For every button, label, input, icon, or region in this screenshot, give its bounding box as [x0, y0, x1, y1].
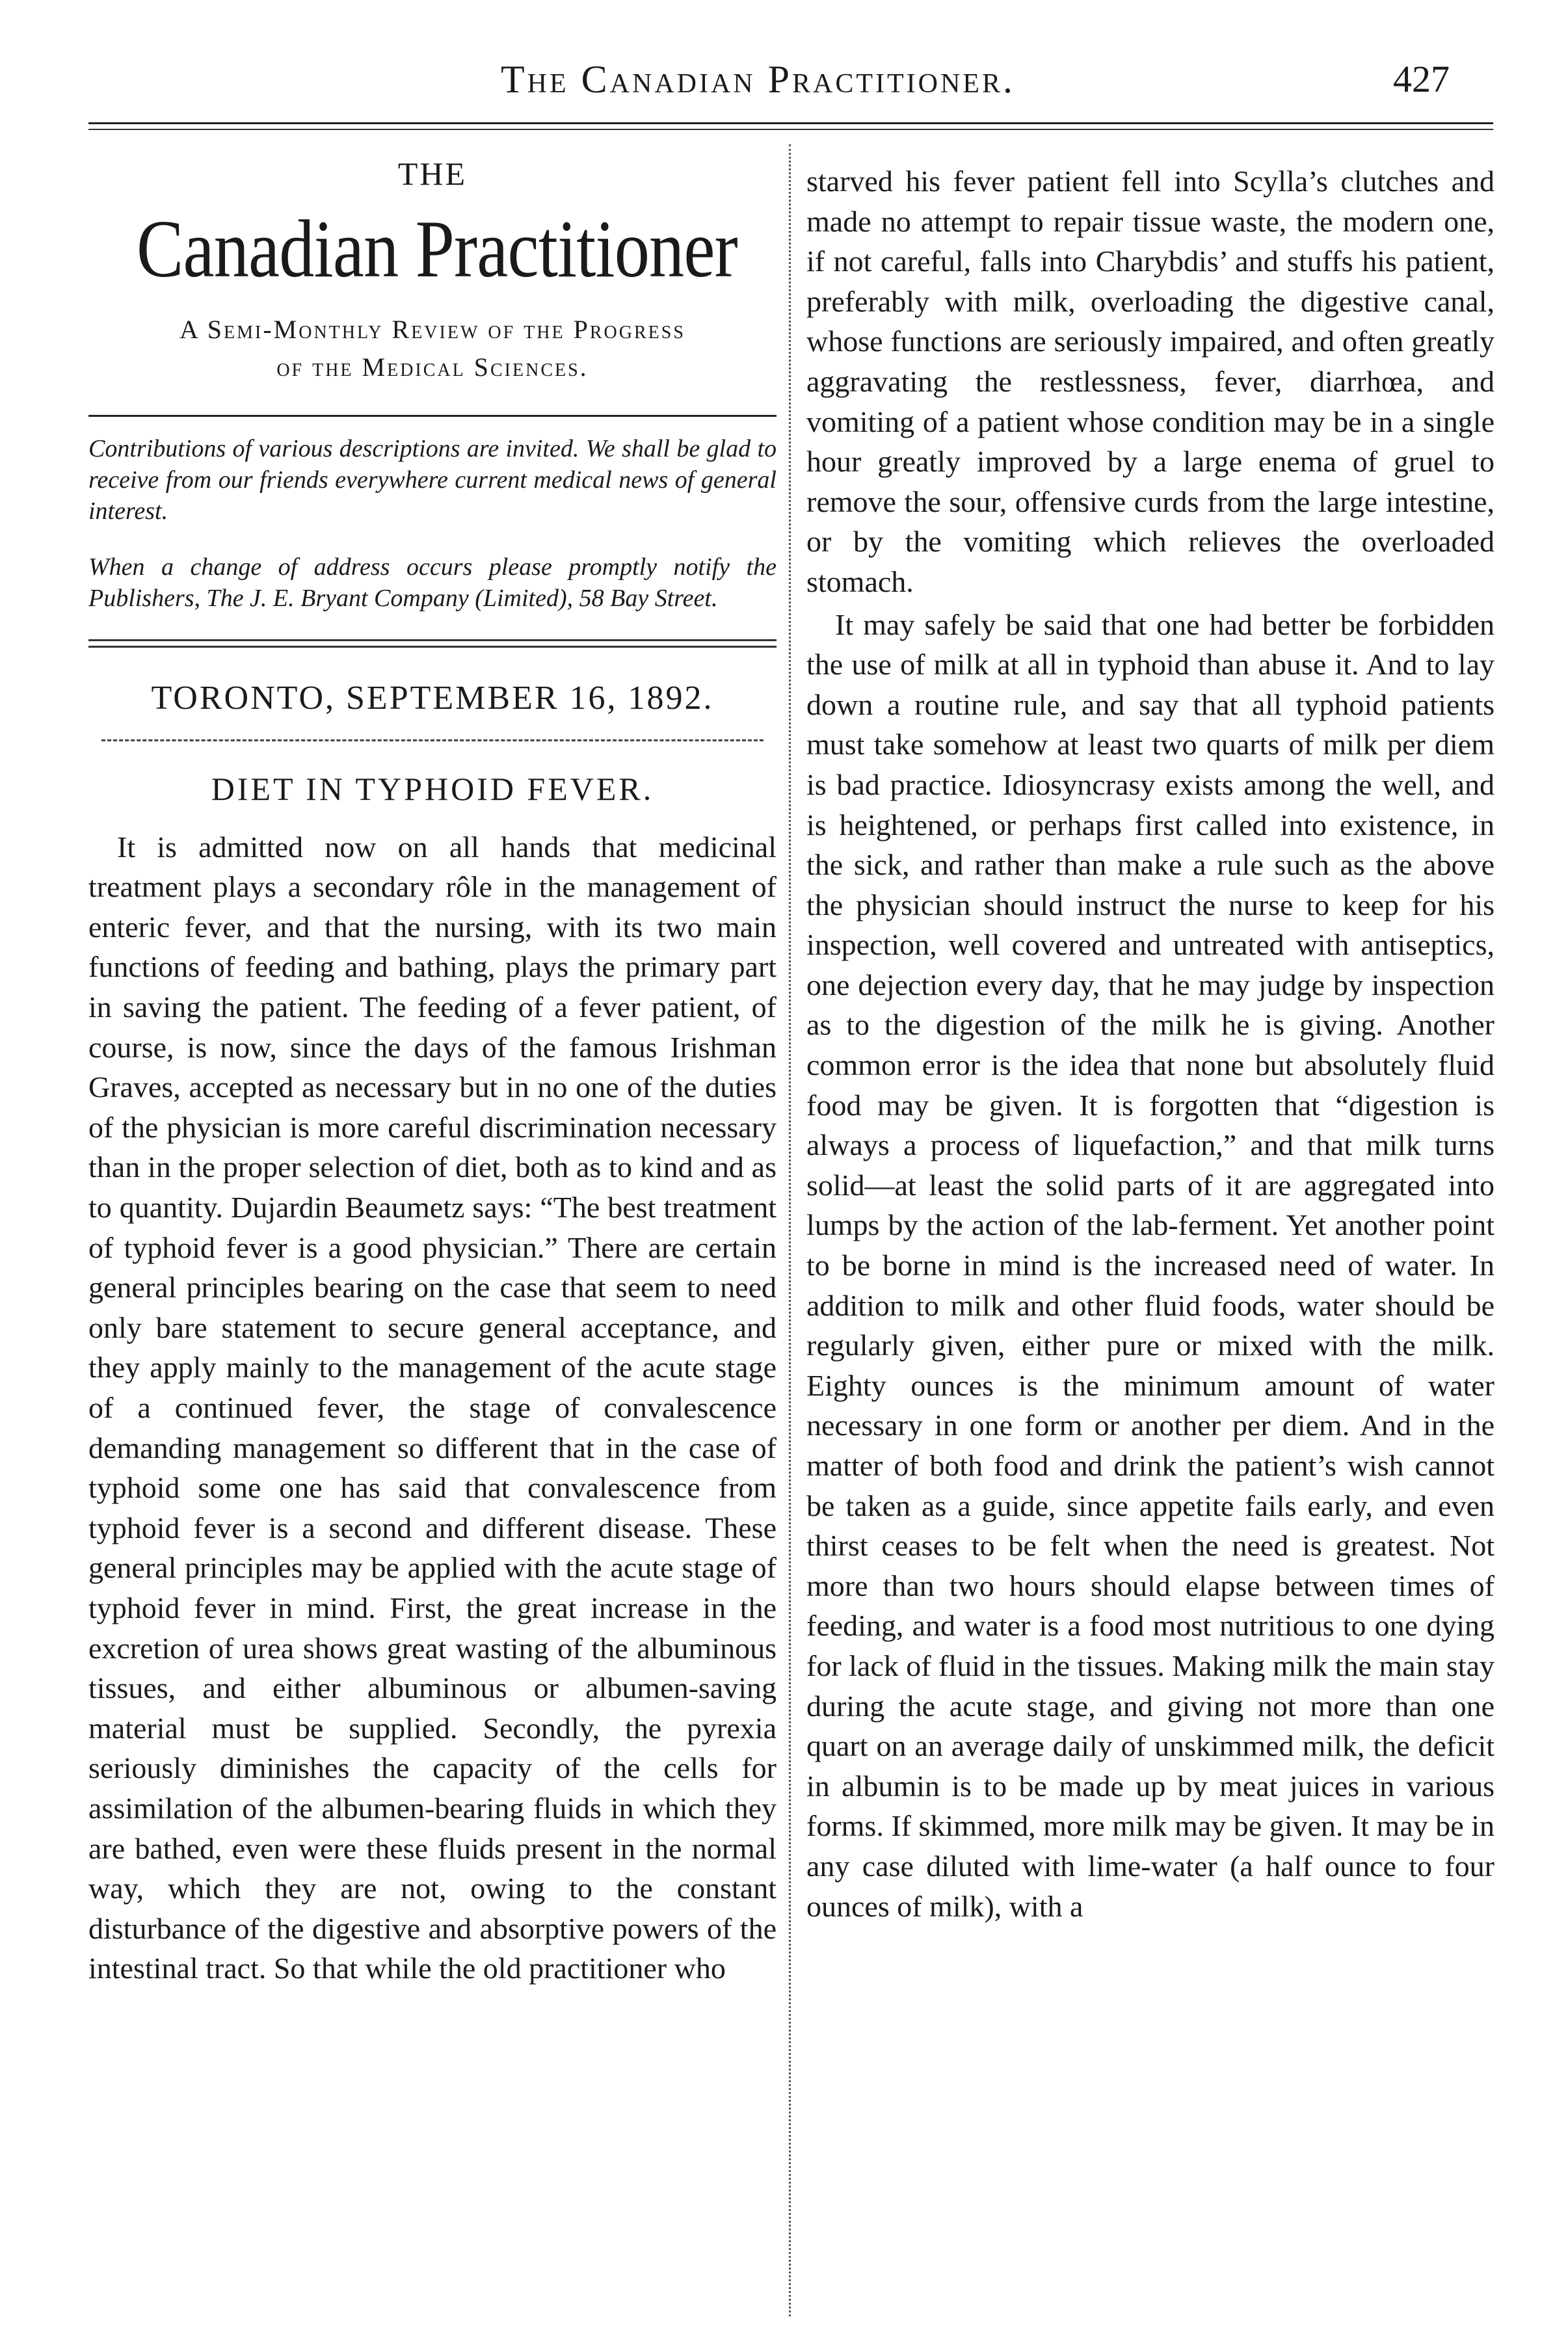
- notice-double-rule: [88, 639, 777, 648]
- article-paragraph-right-2: It may safely be said that one had better be forbidden the use of milk at all in typhoid than abuse it. And to lay down a routine rule, and say that all typhoid patients must take somehow at least two quarts of milk per diem is bad practice. Idiosyncrasy exists among the well, and is heightened, or perhaps first called into existence, in the sick, and rather than make a rule such as the above the physician should instruct the nurse to keep for his inspection, well covered and untreated with antiseptics, one dejection every day, that he may judge by inspection as to the digestion of the milk he is giving. Another common error is the idea that none but absolutely fluid food may be given. It is forgotten that “digestion is always a process of liquefaction,” and that milk turns solid—at least the solid parts of it are aggregated into lumps by the action of the lab-ferment. Yet another point to be borne in mind is the increased need of water. In addition to milk and other fluid foods, water should be regularly given, either pure or mixed with the milk. Eighty ounces is the minimum amount of water necessary in one form or another per diem. And in the matter of both food and drink the patient’s wish cannot be taken as a guide, since appetite fails early, and even thirst ceases to be felt when the need is greatest. Not more than two hours should elapse between times of feeding, and water is a food most nutritious to one dying for lack of fluid in the tissues. Making milk the main stay during the acute stage, and giving not more than one quart on an average daily of unskimmed milk, the deficit in albumin is to be made up by meat juices in various forms. If skimmed, more milk may be given. It may be in any case diluted with lime-water (a half ounce to four ounces of milk), with a: [806, 607, 1495, 1923]
- dateline: TORONTO, SEPTEMBER 16, 1892.: [151, 679, 714, 717]
- masthead-rule: [88, 415, 777, 417]
- contributions-notice: Contributions of various descriptions are invited. We shall be glad to receive from our friends everywhere current medical news of general interest.: [88, 435, 777, 525]
- running-head: [0, 57, 1568, 109]
- masthead-subtitle: [88, 311, 777, 386]
- header-rule-secondary: [88, 129, 1493, 130]
- article-title: DIET IN TYPHOID FEVER.: [211, 770, 654, 807]
- left-column: [88, 150, 777, 2019]
- masthead-title: Canadian Practitioner: [137, 204, 737, 295]
- right-column: [806, 161, 1495, 1956]
- column-divider: [789, 144, 791, 2316]
- article-paragraph-left: It is admitted now on all hands that medicinal treatment plays a secondary rôle in the management of enteric fever, and that the nursing, with its two main functions of feeding and bathing, plays the primary part in saving the patient. The feeding of a fever patient, of course, is now, since the days of the famous Irishman Graves, accepted as necessary but in no one of the duties of the physician is more careful discrimination necessary than in the proper selection of diet, both as to kind and as to quantity. Dujardin Beaumetz says: “The best treatment of typhoid fever is a good physician.” There are certain general principles bearing on the case that seem to need only bare statement to secure general acceptance, and they apply mainly to the management of the acute stage of a continued fever, the stage of convalescence demanding management so different that in the case of typhoid some one has said that convalescence from typhoid fever is a second and different disease. These general principles may be applied with the acute stage of typhoid fever in mind. First, the great increase in the excretion of urea shows great wasting of the albuminous tissues, and either albuminous or albumen-saving material must be supplied. Secondly, the pyrexia seriously diminishes the capacity of the cells for assimilation of the albumen-bearing fluids in which they are bathed, even were these fluids present in the normal way, which they are not, owing to the constant disturbance of the digestive and absorptive powers of the intestinal tract. So that while the old practitioner who: [88, 830, 777, 1985]
- masthead-subtitle-line-2: of the Medical Sciences.: [276, 352, 589, 382]
- dateline-rule: [101, 739, 764, 741]
- masthead-subtitle-line-1: A Semi-Monthly Review of the Progress: [179, 315, 685, 345]
- running-title: The Canadian Practitioner.: [501, 58, 1015, 101]
- header-rule: [88, 122, 1493, 124]
- masthead-the: THE: [397, 155, 468, 192]
- address-notice: When a change of address occurs please promptly notify the Publishers, The J. E. Bryant Company (Limited), 58 Bay Street.: [88, 553, 777, 612]
- article-paragraph-right-1: starved his fever patient fell into Scylla’s clutches and made no attempt to repair tissue waste, the modern one, if not careful, falls into Charybdis’ and stuffs his patient, preferably with milk, overloading the digestive canal, whose functions are seriously impaired, and often greatly aggravating the restlessness, fever, diarrhœa, and vomiting of a patient whose condition may be in a single hour greatly improved by a large enema of gruel to remove the sour, offensive curds from the large intestine, or by the vomiting which relieves the overloaded stomach.: [806, 165, 1495, 598]
- page-number: 427: [1393, 58, 1450, 100]
